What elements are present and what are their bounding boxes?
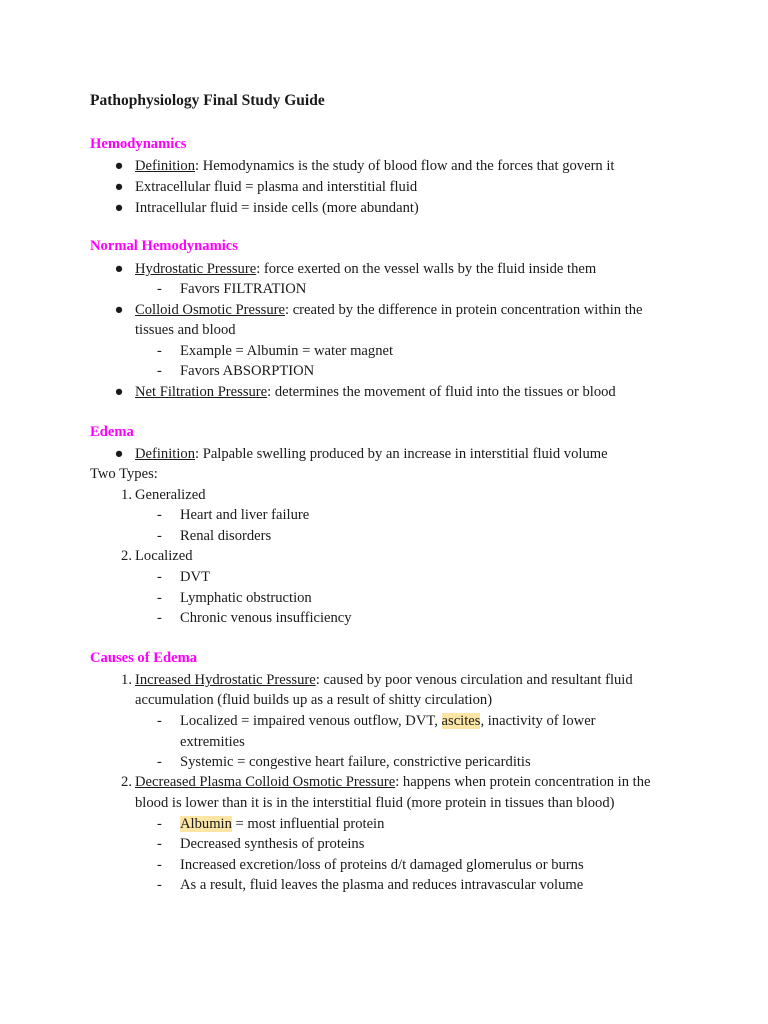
term-label: Definition bbox=[135, 158, 195, 174]
item-text: Lymphatic obstruction bbox=[180, 590, 312, 606]
item-number: 1. bbox=[121, 487, 132, 503]
dash-icon: - bbox=[157, 857, 162, 873]
term-label: Increased Hydrostatic Pressure bbox=[135, 672, 316, 688]
bullet-icon: ● bbox=[114, 302, 124, 318]
bullet-icon: ● bbox=[114, 158, 124, 174]
item-text: Favors ABSORPTION bbox=[180, 363, 315, 379]
item-text: : Hemodynamics is the study of blood flow and the forces that govern it bbox=[195, 158, 615, 174]
heading-edema: Edema bbox=[90, 424, 134, 440]
term-label: Colloid Osmotic Pressure bbox=[135, 302, 285, 318]
item-continuation: blood is lower than it is in the interstitial fluid (more protein in tissues than blood) bbox=[135, 795, 615, 811]
item-continuation: extremities bbox=[180, 734, 245, 750]
dash-icon: - bbox=[157, 754, 162, 770]
term-label: Decreased Plasma Colloid Osmotic Pressure bbox=[135, 774, 396, 790]
bullet-icon: ● bbox=[114, 261, 124, 277]
heading-normal-hemodynamics: Normal Hemodynamics bbox=[90, 238, 238, 254]
item-number: 2. bbox=[121, 548, 132, 564]
dash-icon: - bbox=[157, 836, 162, 852]
bullet-icon: ● bbox=[114, 179, 124, 195]
bullet-icon: ● bbox=[114, 384, 124, 400]
dash-icon: - bbox=[157, 569, 162, 585]
item-text: Localized = impaired venous outflow, DVT, bbox=[180, 713, 442, 729]
item-number: 2. bbox=[121, 774, 132, 790]
item-text: Chronic venous insufficiency bbox=[180, 610, 352, 626]
dash-icon: - bbox=[157, 281, 162, 297]
highlighted-term: ascites bbox=[441, 713, 481, 729]
item-text: : force exerted on the vessel walls by the fluid inside them bbox=[256, 261, 597, 277]
item-text: : happens when protein concentration in the bbox=[395, 774, 651, 790]
dash-icon: - bbox=[157, 816, 162, 832]
term-label: Hydrostatic Pressure bbox=[135, 261, 257, 277]
dash-icon: - bbox=[157, 528, 162, 544]
dash-icon: - bbox=[157, 343, 162, 359]
item-number: 1. bbox=[121, 672, 132, 688]
heading-causes-of-edema: Causes of Edema bbox=[90, 650, 198, 666]
item-text: : caused by poor venous circulation and resultant fluid bbox=[315, 672, 633, 688]
item-text: Generalized bbox=[135, 487, 206, 503]
item-text: Heart and liver failure bbox=[180, 507, 310, 523]
item-text: Extracellular fluid = plasma and interstitial fluid bbox=[135, 179, 418, 195]
dash-icon: - bbox=[157, 877, 162, 893]
heading-hemodynamics: Hemodynamics bbox=[90, 136, 187, 152]
item-text: Example = Albumin = water magnet bbox=[180, 343, 394, 359]
dash-icon: - bbox=[157, 507, 162, 523]
item-text: : Palpable swelling produced by an increase in interstitial fluid volume bbox=[195, 446, 608, 462]
two-types-label: Two Types: bbox=[90, 466, 158, 482]
item-text: = most influential protein bbox=[231, 816, 385, 832]
dash-icon: - bbox=[157, 363, 162, 379]
bullet-icon: ● bbox=[114, 200, 124, 216]
item-text: Increased excretion/loss of proteins d/t damaged glomerulus or burns bbox=[180, 857, 584, 873]
item-text: Intracellular fluid = inside cells (more abundant) bbox=[135, 200, 419, 216]
item-text: DVT bbox=[180, 569, 210, 585]
item-continuation: tissues and blood bbox=[135, 322, 236, 338]
dash-icon: - bbox=[157, 713, 162, 729]
highlighted-term: Albumin bbox=[180, 816, 232, 832]
item-text: Decreased synthesis of proteins bbox=[180, 836, 365, 852]
item-text: , inactivity of lower bbox=[480, 713, 596, 729]
item-text: Renal disorders bbox=[180, 528, 272, 544]
item-text: As a result, fluid leaves the plasma and reduces intravascular volume bbox=[180, 877, 584, 893]
bullet-icon: ● bbox=[114, 446, 124, 462]
dash-icon: - bbox=[157, 590, 162, 606]
term-label: Definition bbox=[135, 446, 195, 462]
term-label: Net Filtration Pressure bbox=[135, 384, 268, 400]
dash-icon: - bbox=[157, 610, 162, 626]
item-continuation: accumulation (fluid builds up as a result of shitty circulation) bbox=[135, 692, 493, 708]
item-text: Favors FILTRATION bbox=[180, 281, 307, 297]
item-text: : created by the difference in protein concentration within the bbox=[285, 302, 643, 318]
page-title: Pathophysiology Final Study Guide bbox=[90, 92, 325, 109]
item-text: Systemic = congestive heart failure, constrictive pericarditis bbox=[180, 754, 531, 770]
item-text: Localized bbox=[135, 548, 193, 564]
item-text: : determines the movement of fluid into the tissues or blood bbox=[267, 384, 616, 400]
